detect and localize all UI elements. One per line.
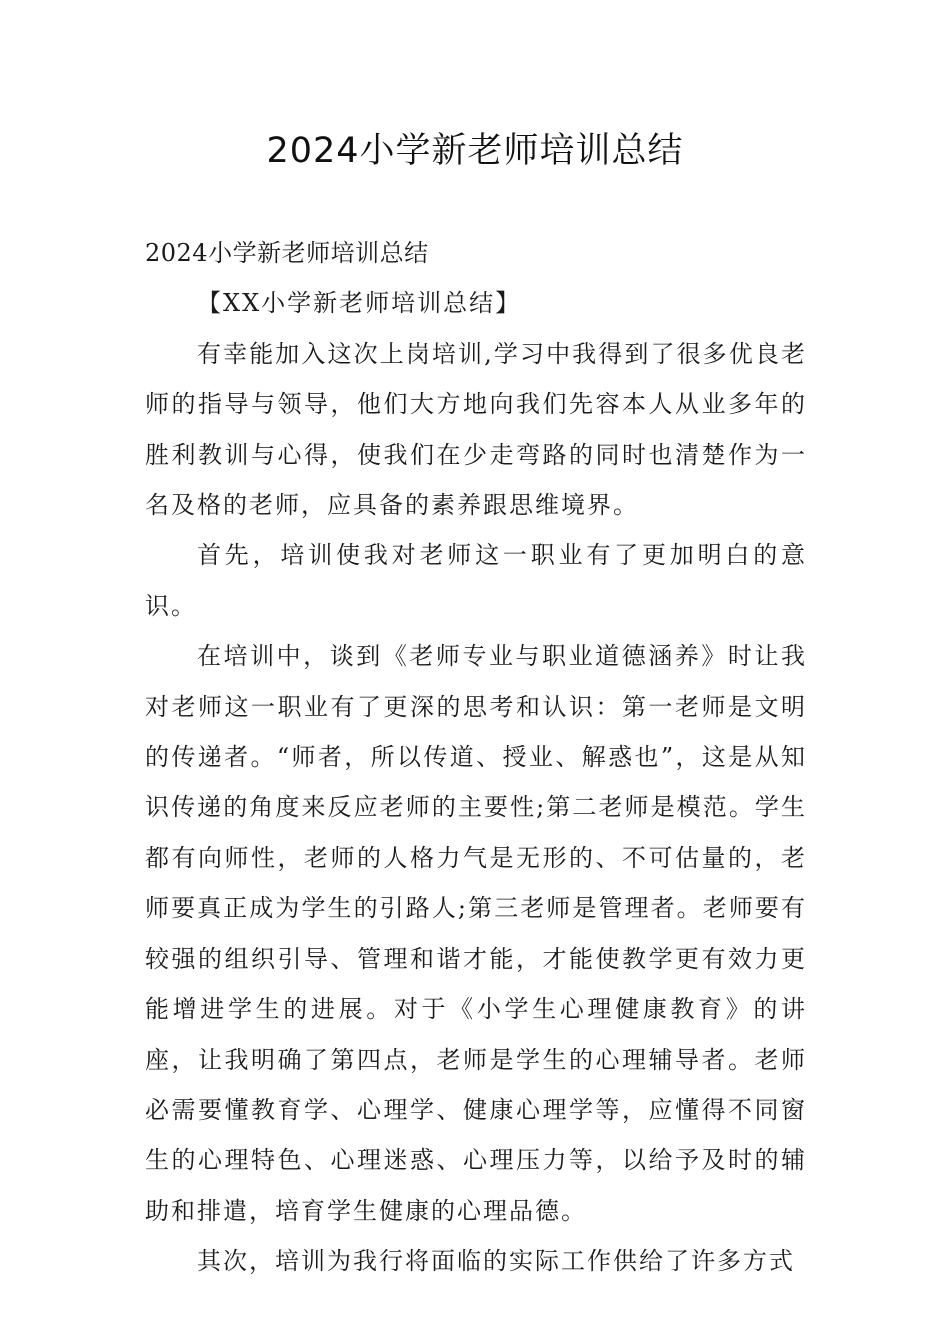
heading-paragraph: 【XX小学新老师培训总结】 bbox=[197, 289, 522, 318]
document-body bbox=[145, 228, 807, 1287]
subtitle-paragraph: 2024小学新老师培训总结 bbox=[145, 239, 429, 267]
body-paragraph: 有幸能加入这次上岗培训,学习中我得到了很多优良老师的指导与领导，他们大方地向我们先容本人从业多年的胜利教训与心得，使我们在少走弯路的同时也清楚作为一名及格的老师，应具备的素养跟思维境界。 bbox=[145, 339, 807, 520]
body-paragraph: 在培训中，谈到《老师专业与职业道德涵养》时让我对老师这一职业有了更深的思考和认识：第一老师是文明的传递者。“师者，所以传道、授业、解惑也”，这是从知识传递的角度来反应老师的主要性;第二老师是模范。学生都有向师性，老师的人格力气是无形的、不可估量的，老师要真正成为学生的引路人;第三老师是管理者。老师要有较强的组织引导、管理和谐才能，才能使教学更有效力更能增进学生的进展。对于《小学生心理健康教育》的讲座，让我明确了第四点，老师是学生的心理辅导者。老师必需要懂教育学、心理学、健康心理学等，应懂得不同窗生的心理特色、心理迷惑、心理压力等，以给予及时的辅助和排遣，培育学生健康的心理品德。 bbox=[145, 642, 807, 1225]
document-title: 2024小学新老师培训总结 bbox=[266, 131, 684, 171]
body-paragraph: 其次，培训为我行将面临的实际工作供给了许多方式 bbox=[197, 1247, 795, 1276]
body-paragraph: 首先，培训使我对老师这一职业有了更加明白的意识。 bbox=[145, 541, 807, 620]
